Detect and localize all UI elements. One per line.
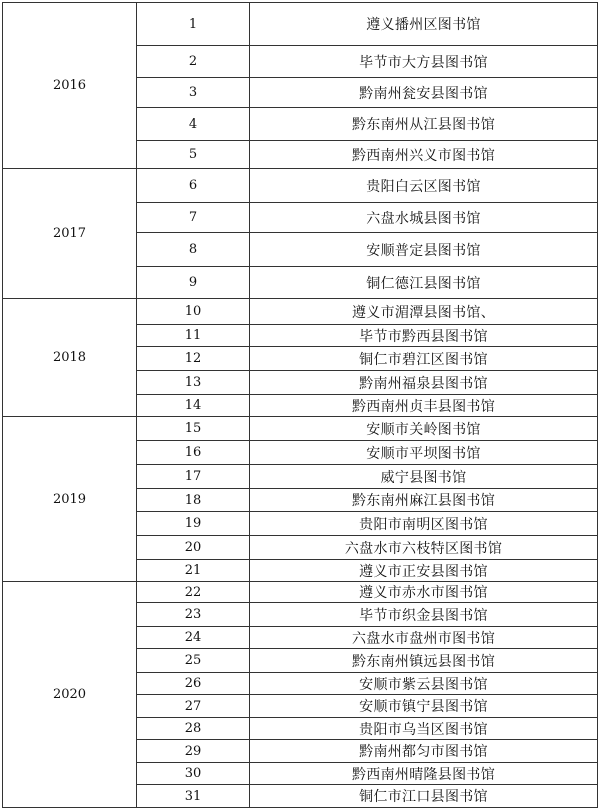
number-cell: 4	[137, 108, 250, 141]
library-table	[2, 2, 598, 808]
table-row	[3, 582, 598, 603]
library-name-cell: 安顺普定县图书馆	[250, 233, 598, 267]
library-name-cell: 遵义播州区图书馆	[250, 3, 598, 46]
year-cell: 2020	[3, 582, 137, 808]
table-row	[3, 169, 598, 203]
library-name-cell: 黔东南州麻江县图书馆	[250, 489, 598, 512]
number-cell: 11	[137, 325, 250, 347]
number-cell: 27	[137, 695, 250, 718]
year-cell: 2016	[3, 3, 137, 169]
library-name-cell: 黔南州都匀市图书馆	[250, 740, 598, 763]
library-name-cell: 六盘水城县图书馆	[250, 203, 598, 233]
number-cell: 30	[137, 763, 250, 785]
number-cell: 10	[137, 299, 250, 325]
year-cell: 2018	[3, 299, 137, 417]
number-cell: 20	[137, 536, 250, 560]
number-cell: 26	[137, 673, 250, 695]
number-cell: 31	[137, 785, 250, 808]
number-cell: 3	[137, 78, 250, 108]
number-cell: 23	[137, 603, 250, 627]
library-name-cell: 铜仁市江口县图书馆	[250, 785, 598, 808]
number-cell: 14	[137, 395, 250, 417]
number-cell: 18	[137, 489, 250, 512]
library-name-cell: 黔西南州兴义市图书馆	[250, 141, 598, 169]
library-name-cell: 黔西南州晴隆县图书馆	[250, 763, 598, 785]
number-cell: 21	[137, 560, 250, 582]
library-name-cell: 贵阳白云区图书馆	[250, 169, 598, 203]
number-cell: 17	[137, 465, 250, 489]
number-cell: 19	[137, 512, 250, 536]
number-cell: 22	[137, 582, 250, 603]
library-name-cell: 黔南州福泉县图书馆	[250, 371, 598, 395]
library-name-cell: 贵阳市乌当区图书馆	[250, 718, 598, 740]
number-cell: 9	[137, 267, 250, 299]
library-name-cell: 黔南州瓮安县图书馆	[250, 78, 598, 108]
library-name-cell: 遵义市湄潭县图书馆、	[250, 299, 598, 325]
table-row	[3, 299, 598, 325]
library-name-cell: 安顺市紫云县图书馆	[250, 673, 598, 695]
library-name-cell: 安顺市镇宁县图书馆	[250, 695, 598, 718]
number-cell: 6	[137, 169, 250, 203]
library-name-cell: 黔东南州从江县图书馆	[250, 108, 598, 141]
library-name-cell: 铜仁德江县图书馆	[250, 267, 598, 299]
number-cell: 5	[137, 141, 250, 169]
library-name-cell: 黔东南州镇远县图书馆	[250, 649, 598, 673]
library-name-cell: 威宁县图书馆	[250, 465, 598, 489]
library-name-cell: 贵阳市南明区图书馆	[250, 512, 598, 536]
number-cell: 24	[137, 627, 250, 649]
library-name-cell: 安顺市平坝图书馆	[250, 441, 598, 465]
library-table-body	[3, 3, 598, 808]
library-name-cell: 毕节市织金县图书馆	[250, 603, 598, 627]
library-name-cell: 毕节市大方县图书馆	[250, 46, 598, 78]
number-cell: 12	[137, 347, 250, 371]
number-cell: 29	[137, 740, 250, 763]
year-cell: 2017	[3, 169, 137, 299]
number-cell: 25	[137, 649, 250, 673]
year-cell: 2019	[3, 417, 137, 582]
number-cell: 16	[137, 441, 250, 465]
number-cell: 1	[137, 3, 250, 46]
library-name-cell: 黔西南州贞丰县图书馆	[250, 395, 598, 417]
library-name-cell: 六盘水市盘州市图书馆	[250, 627, 598, 649]
number-cell: 13	[137, 371, 250, 395]
library-name-cell: 遵义市正安县图书馆	[250, 560, 598, 582]
number-cell: 28	[137, 718, 250, 740]
library-name-cell: 安顺市关岭图书馆	[250, 417, 598, 441]
library-name-cell: 遵义市赤水市图书馆	[250, 582, 598, 603]
number-cell: 8	[137, 233, 250, 267]
library-name-cell: 六盘水市六枝特区图书馆	[250, 536, 598, 560]
library-name-cell: 毕节市黔西县图书馆	[250, 325, 598, 347]
table-row	[3, 3, 598, 46]
number-cell: 7	[137, 203, 250, 233]
table-row	[3, 417, 598, 441]
library-name-cell: 铜仁市碧江区图书馆	[250, 347, 598, 371]
number-cell: 15	[137, 417, 250, 441]
number-cell: 2	[137, 46, 250, 78]
